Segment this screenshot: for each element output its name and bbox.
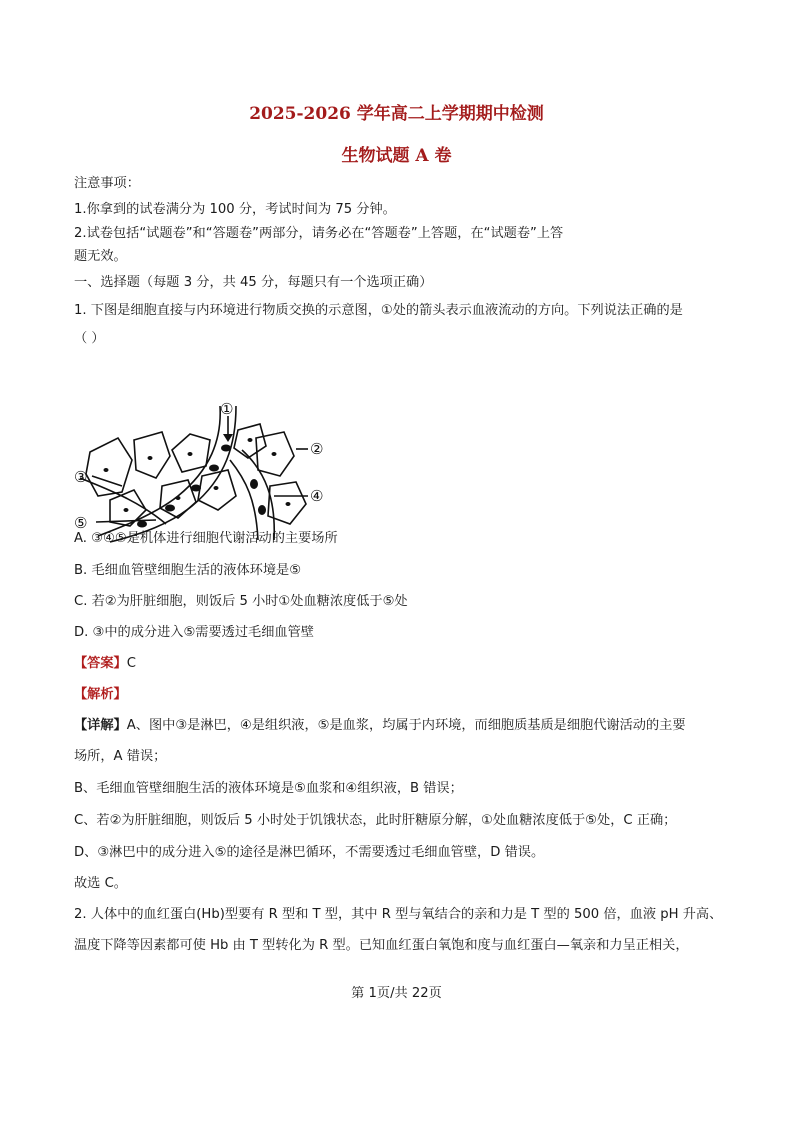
option-b: B. 毛细血管壁细胞生活的液体环境是⑤ [74,563,302,578]
detail-b: B、毛细血管壁细胞生活的液体环境是⑤血浆和④组织液，B 错误； [74,781,463,796]
cell-nucleus [272,452,277,456]
analysis-label-text: 【解析】 [74,687,127,702]
detail-line-2: 场所，A 错误； [74,749,167,764]
red-blood-cell [221,445,231,452]
answer-label: 【答案】 [74,656,127,671]
tissue-cell [86,438,132,496]
figure-label: ③ [74,468,88,486]
notice-item-2-cont: 题无效。 [74,249,127,264]
lymph-vessel [80,478,166,524]
exam-title: 2025-2026 学年高二上学期期中检测 [249,104,544,124]
pointer-5 [96,520,156,522]
notice-item-2: 2.试卷包括“试题卷”和“答题卷”两部分，请务必在“答题卷”上答题，在“试题卷”上答 [74,226,564,241]
red-blood-cell [137,521,147,528]
question-1-stem: 1. 下图是细胞直接与内环境进行物质交换的示意图，①处的箭头表示血液流动的方向。下列说法正确的是 [74,303,683,318]
detail-text-a: A、图中③是淋巴，④是组织液，⑤是血浆，均属于内环境，而细胞质基质是细胞代谢活动的主要 [126,718,686,733]
detail-line-1 [74,716,686,736]
red-blood-cell [250,479,258,489]
cell-nucleus [214,486,219,490]
cell-nucleus [248,438,253,442]
tissue-cell [134,432,170,478]
figure-label: ④ [310,487,324,505]
notice-heading: 注意事项： [74,176,140,191]
red-blood-cell [165,505,175,512]
red-blood-cell [209,465,219,472]
cell-nucleus [176,496,181,500]
question-2-line-2: 温度下降等因素都可使 Hb 由 T 型转化为 R 型。已知血红蛋白氧饱和度与血红蛋白—氧亲和力呈正相关， [74,938,689,953]
notice-item-1: 1.你拿到的试卷满分为 100 分，考试时间为 75 分钟。 [74,202,396,217]
red-blood-cell [191,485,201,492]
option-c: C. 若②为肝脏细胞，则饭后 5 小时①处血糖浓度低于⑤处 [74,594,408,609]
cell-nucleus [104,468,109,472]
tissue-cell [198,470,236,510]
exam-subtitle: 生物试题 A 卷 [341,146,452,166]
exchange-diagram [70,400,360,545]
detail-label: 【详解】 [74,718,127,733]
cell-nucleus [148,456,153,460]
capillary-wall [230,460,258,540]
figure-label: ① [220,400,234,418]
answer-value: C [126,656,136,671]
answer-line [74,654,136,674]
page-footer: 第 1页/共 22页 [351,986,442,1001]
detail-d: D、③淋巴中的成分进入⑤的途径是淋巴循环，不需要透过毛细血管壁，D 错误。 [74,845,545,860]
option-a: A. ③④⑤是机体进行细胞代谢活动的主要场所 [74,531,338,546]
analysis-label [74,685,127,705]
question-2-line-1: 2. 人体中的血红蛋白(Hb)型要有 R 型和 T 型，其中 R 型与氧结合的亲和力是 T 型的 500 倍，血液 pH 升高、 [74,907,723,922]
cell-nucleus [124,508,129,512]
conclusion: 故选 C。 [74,876,127,891]
red-blood-cell [258,505,266,515]
detail-c: C、若②为肝脏细胞，则饭后 5 小时处于饥饿状态，此时肝糖原分解，①处血糖浓度低于⑤处，C 正确； [74,813,677,828]
figure-label: ② [310,440,324,458]
section-heading: 一、选择题（每题 3 分，共 45 分，每题只有一个选项正确） [74,275,433,290]
cell-nucleus [286,502,291,506]
cell-nucleus [188,452,193,456]
question-1-paren: （ ） [74,331,105,346]
capillary-wall [98,406,220,536]
figure-label: ⑤ [74,514,88,532]
flow-arrow-icon [223,434,233,442]
option-d: D. ③中的成分进入⑤需要透过毛细血管壁 [74,625,314,640]
